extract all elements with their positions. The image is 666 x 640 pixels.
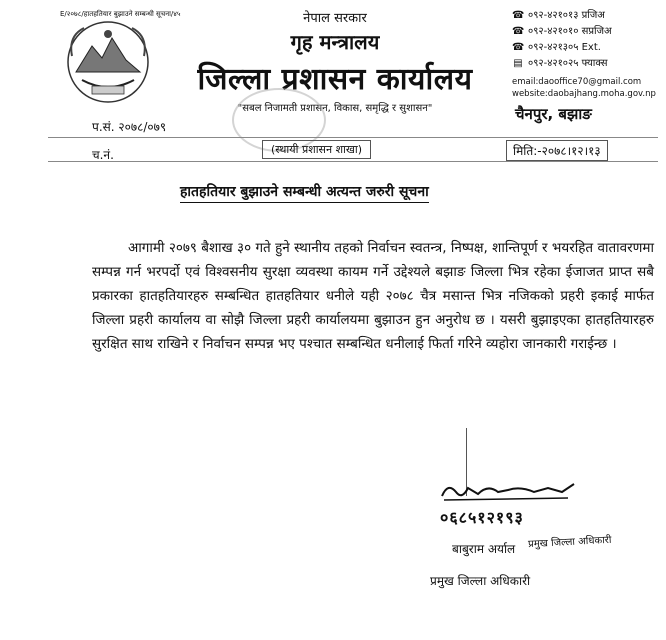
contact-row — [512, 8, 656, 24]
contact-row — [512, 40, 656, 56]
contact-row — [512, 56, 656, 72]
reference-number: प.सं. २०७८/०७९ — [92, 120, 167, 134]
signer-title: प्रमुख जिल्ला अधिकारी — [430, 574, 531, 588]
phone-icon: ☎ — [512, 42, 525, 53]
letterhead — [170, 8, 500, 114]
dispatch-number: च.नं. — [92, 148, 114, 162]
contact-text: ०९२-४२१०१३ प्रजिअ — [528, 10, 605, 21]
office-motto: "सबल निजामती प्रशासन, विकास, समृद्धि र सुशासन" — [237, 103, 433, 114]
signature-number: ०६८५१२१९३ — [440, 508, 524, 527]
signer-name: बाबुराम अर्याल — [452, 542, 516, 556]
letter-date: मिति:-२०७८।१२।१३ — [506, 140, 608, 161]
nepal-emblem-icon — [62, 16, 154, 108]
email-text: email:daooffice70@gmail.com — [512, 77, 642, 87]
contact-text: ०९२-४२१०१० सप्रजिअ — [528, 26, 612, 37]
phone-icon: ☎ — [512, 26, 525, 37]
contact-text: ०९२-४२१०२५ फ्याक्स — [528, 58, 608, 69]
file-reference-note: E/२०७८/हातहतियार बुझाउने सम्बन्धी सूचना/४५ — [60, 10, 181, 18]
fax-icon: ▤ — [513, 58, 523, 69]
website-text: website:daobajhang.moha.gov.np — [512, 89, 656, 99]
branch-label: (स्थायी प्रशासन शाखा) — [262, 140, 371, 159]
contact-list — [512, 8, 656, 100]
phone-icon: ☎ — [512, 10, 525, 21]
contact-row — [512, 24, 656, 40]
divider — [48, 137, 658, 138]
notice-subject: हातहतियार बुझाउने सम्बन्धी अत्यन्त जरुरी सूचना — [180, 182, 429, 203]
signer-seal-text: प्रमुख जिल्ला अधिकारी — [527, 534, 612, 551]
office-location: चैनपुर, बझाङ — [515, 105, 592, 123]
divider — [48, 161, 658, 162]
signature-icon — [438, 478, 578, 504]
office-name: जिल्ला प्रशासन कार्यालय — [197, 62, 473, 97]
ministry-name: गृह मन्त्रालय — [290, 30, 380, 54]
contact-text: ०९२-४२१३०५ Ext. — [528, 42, 601, 53]
notice-body: आगामी २०७९ बैशाख ३० गते हुने स्थानीय तहको निर्वाचन स्वतन्त्र, निष्पक्ष, शान्तिपूर्ण र भयरहित वातावरणमा सम्पन्न गर्न भरपर्दो एवं विश्वसनीय सुरक्षा व्यवस्था कायम गर्ने उद्देश्यले बझाङ जिल्ला भित्र रहेका ईजाजत प्राप्त सबै प्रकारका हातहतियारहरु सम्बन्धित हातहतियार धनीले यही २०७८ चैत्र मसान्त भित्र नजिकको प्रहरी इकाई मार्फत जिल्ला प्रहरी कार्यालय वा सोझै जिल्ला प्रहरी कार्यालयमा बुझाउन हुन अनुरोध छ । यसरी बुझाइएका हातहतियारहरु सुरक्षित साथ राखिने र निर्वाचन सम्पन्न भए पश्चात सम्बन्धित धनीलाई फिर्ता गरिने व्यहोरा जानकारी गराईन्छ । — [92, 240, 654, 352]
government-name: नेपाल सरकार — [303, 11, 367, 26]
